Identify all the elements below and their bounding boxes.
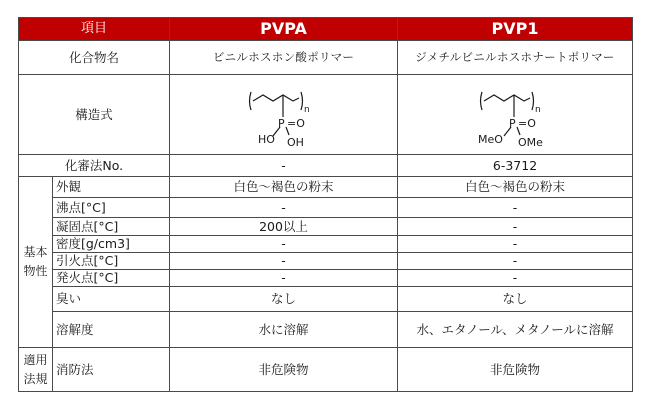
value-odor-pvpa: なし bbox=[170, 287, 398, 312]
value-compound-name-pvp1: ジメチルビニルホスホナートポリマー bbox=[398, 41, 633, 75]
group-regulations: 適用法規 bbox=[19, 348, 53, 392]
row-flash-point bbox=[19, 253, 633, 270]
structure-pvpa-image bbox=[229, 80, 339, 150]
structure-cell-pvp1 bbox=[398, 75, 633, 155]
value-appearance-pvp1: 白色～褐色の粉末 bbox=[398, 177, 633, 198]
pvpa-right-group: OH bbox=[286, 135, 304, 149]
pvpa-left-group: HO bbox=[257, 132, 275, 146]
label-compound-name: 化合物名 bbox=[19, 41, 170, 75]
label-odor: 臭い bbox=[53, 287, 170, 312]
label-fire-law: 消防法 bbox=[53, 348, 170, 392]
header-row bbox=[19, 18, 633, 41]
pvp1-right-group: OMe bbox=[518, 135, 543, 149]
value-flash-point-pvp1: - bbox=[398, 253, 633, 270]
value-boiling-point-pvpa: - bbox=[170, 198, 398, 218]
row-freezing-point bbox=[19, 218, 633, 236]
value-fire-law-pvpa: 非危険物 bbox=[170, 348, 398, 392]
property-table bbox=[18, 17, 633, 392]
group-basic-properties: 基本物性 bbox=[19, 177, 53, 348]
structure-pvp1-image bbox=[460, 80, 570, 150]
pvp1-left-group: MeO bbox=[478, 132, 503, 146]
row-cas bbox=[19, 155, 633, 177]
value-freezing-point-pvp1: - bbox=[398, 218, 633, 236]
label-ignition-point: 発火点[°C] bbox=[53, 270, 170, 287]
row-structure bbox=[19, 75, 633, 155]
label-solubility: 溶解度 bbox=[53, 312, 170, 348]
value-compound-name-pvpa: ビニルホスホン酸ポリマー bbox=[170, 41, 398, 75]
pvp1-atom-p: P bbox=[509, 116, 516, 130]
pvpa-repeat-sub: n bbox=[303, 104, 310, 115]
pvpa-atom-p: P bbox=[277, 116, 285, 130]
row-boiling-point bbox=[19, 198, 633, 218]
row-compound-name bbox=[19, 41, 633, 75]
header-product-pvpa: PVPA bbox=[170, 18, 398, 41]
value-freezing-point-pvpa: 200以上 bbox=[170, 218, 398, 236]
pvpa-atom-o: =O bbox=[286, 116, 305, 130]
value-boiling-point-pvp1: - bbox=[398, 198, 633, 218]
value-cas-pvp1: 6-3712 bbox=[398, 155, 633, 177]
row-fire-law bbox=[19, 348, 633, 392]
header-item: 項目 bbox=[19, 18, 170, 41]
value-cas-pvpa: - bbox=[170, 155, 398, 177]
pvp1-atom-o: =O bbox=[518, 116, 536, 130]
value-solubility-pvp1: 水、エタノール、メタノールに溶解 bbox=[398, 312, 633, 348]
value-fire-law-pvp1: 非危険物 bbox=[398, 348, 633, 392]
value-density-pvpa: - bbox=[170, 236, 398, 253]
header-product-pvp1: PVP1 bbox=[398, 18, 633, 41]
pvp1-repeat-sub: n bbox=[535, 104, 541, 115]
label-boiling-point: 沸点[°C] bbox=[53, 198, 170, 218]
label-density: 密度[g/cm3] bbox=[53, 236, 170, 253]
label-structure: 構造式 bbox=[19, 75, 170, 155]
value-appearance-pvpa: 白色～褐色の粉末 bbox=[170, 177, 398, 198]
value-density-pvp1: - bbox=[398, 236, 633, 253]
value-ignition-point-pvpa: - bbox=[170, 270, 398, 287]
label-flash-point: 引火点[°C] bbox=[53, 253, 170, 270]
row-odor bbox=[19, 287, 633, 312]
value-ignition-point-pvp1: - bbox=[398, 270, 633, 287]
row-ignition-point bbox=[19, 270, 633, 287]
row-solubility bbox=[19, 312, 633, 348]
row-appearance bbox=[19, 177, 633, 198]
label-cas: 化審法No. bbox=[19, 155, 170, 177]
value-solubility-pvpa: 水に溶解 bbox=[170, 312, 398, 348]
value-flash-point-pvpa: - bbox=[170, 253, 398, 270]
row-density bbox=[19, 236, 633, 253]
label-freezing-point: 凝固点[°C] bbox=[53, 218, 170, 236]
value-odor-pvp1: なし bbox=[398, 287, 633, 312]
structure-cell-pvpa bbox=[170, 75, 398, 155]
label-appearance: 外観 bbox=[53, 177, 170, 198]
